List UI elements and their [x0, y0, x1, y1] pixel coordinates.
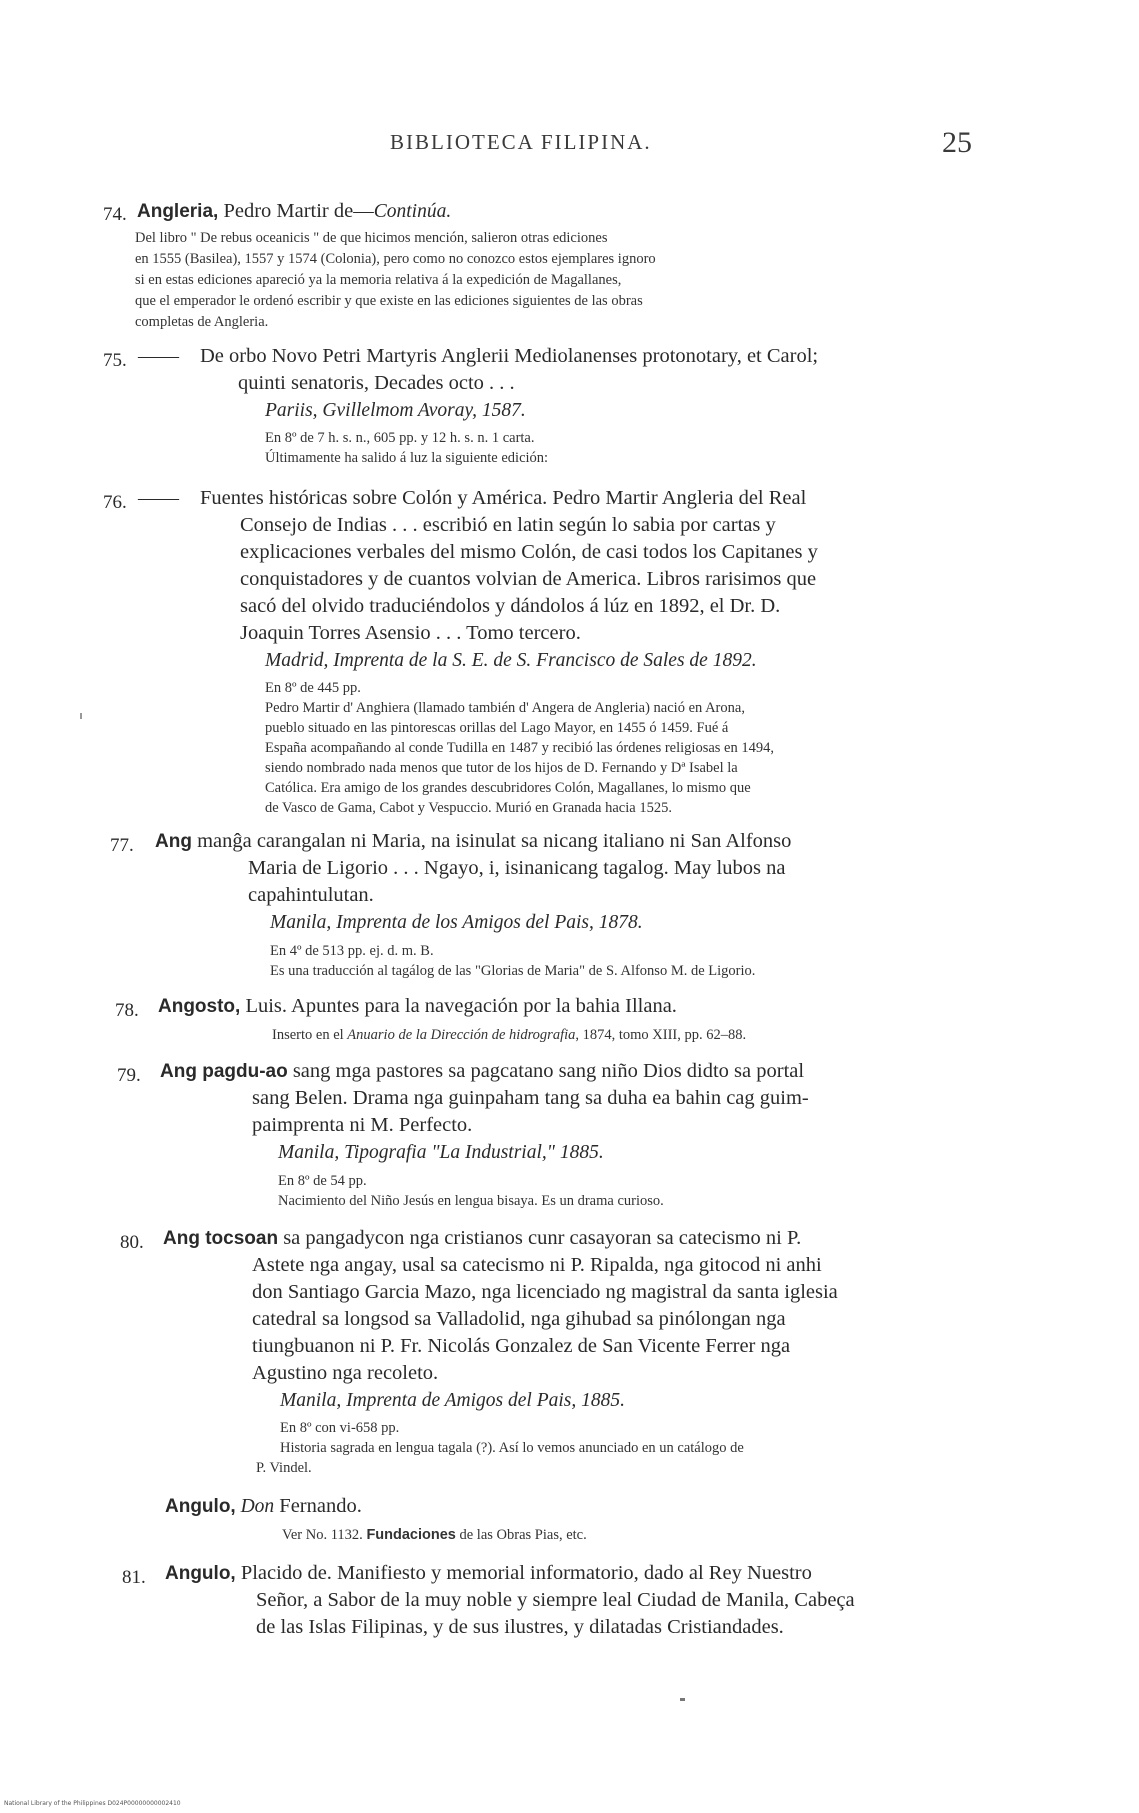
note-line: En 8º con vi-658 pp. — [280, 1420, 400, 1436]
entry-number: 75. — [103, 350, 127, 371]
author-rest: Fernando. — [274, 1495, 362, 1517]
author-name: Angulo, — [165, 1496, 236, 1517]
entry-number: 77. — [110, 835, 134, 856]
title-line: conquistadores y de cuantos volvian de America. Libros rarisimos que — [240, 568, 817, 590]
title-text: sang mga pastores sa pagcatano sang niño Dios didto sa portal — [287, 1060, 805, 1082]
title-line: Consejo de Indias . . . escribió en latin según lo sabia por cartas y — [240, 514, 776, 536]
title-line: paimprenta ni M. Perfecto. — [252, 1114, 473, 1136]
title-line — [158, 995, 677, 1018]
entry-number: 78. — [115, 1000, 139, 1021]
note-line: completas de Angleria. — [135, 314, 269, 330]
title-line: sang Belen. Drama nga guinpaham tang sa duha ea bahin cag guim- — [252, 1087, 809, 1109]
heading-word: Ang tocsoan — [163, 1228, 279, 1249]
title-line: de las Islas Filipinas, y de sus ilustres, y dilatadas Cristiandades. — [256, 1616, 784, 1638]
imprint: Manila, Tipografia "La Industrial," 1885. — [278, 1142, 604, 1163]
entry-number: 81. — [122, 1567, 146, 1588]
author-rest: Pedro Martir de— — [218, 200, 374, 222]
author-name: Angleria, — [137, 201, 219, 222]
entry-heading — [137, 200, 451, 223]
title-line — [165, 1562, 812, 1585]
note-line: En 8º de 7 h. s. n., 605 pp. y 12 h. s. n. 1 carta. — [265, 430, 535, 446]
title-line: don Santiago Garcia Mazo, nga licenciado ng magistral da santa iglesia — [252, 1281, 838, 1303]
title-line: tiungbuanon ni P. Fr. Nicolás Gonzalez de San Vicente Ferrer nga — [252, 1335, 791, 1357]
title-line: Señor, a Sabor de la muy noble y siempre leal Ciudad de Manila, Cabeça — [256, 1589, 855, 1611]
title-line: Maria de Ligorio . . . Ngayo, i, isinanicang tagalog. May lubos na — [248, 857, 786, 879]
title-line: Astete nga angay, usal sa catecismo ni P. Ripalda, nga gitocod ni anhi — [252, 1254, 822, 1276]
page-number: 25 — [942, 126, 972, 159]
note-bold: Fundaciones — [366, 1527, 456, 1543]
note-line: Católica. Era amigo de los grandes descubridores Colón, Magallanes, lo mismo que — [265, 780, 751, 796]
title-line — [160, 1060, 804, 1083]
entry-number: 79. — [117, 1065, 141, 1086]
ditto-dash: —— — [138, 487, 179, 509]
imprint: Madrid, Imprenta de la S. E. de S. Francisco de Sales de 1892. — [265, 650, 757, 671]
ditto-dash: —— — [138, 345, 179, 367]
scan-footer: National Library of the Philippines D024P00000000002410 — [4, 1800, 181, 1807]
note-line: En 8º de 54 pp. — [278, 1173, 367, 1189]
title-line — [165, 1495, 362, 1518]
note-line: pueblo situado en las pintorescas orillas del Lago Mayor, en 1455 ó 1459. Fué á — [265, 720, 729, 736]
entry-number: 74. — [103, 204, 127, 225]
author-name: Angosto, — [158, 996, 241, 1017]
note-line: Pedro Martir d' Anghiera (llamado también d' Angera de Angleria) nació en Arona, — [265, 700, 745, 716]
note-text: , 1874, tomo XIII, pp. 62–88. — [575, 1027, 747, 1043]
note-line: Últimamente ha salido á luz la siguiente edición: — [265, 450, 549, 466]
heading-word: Ang pagdu-ao — [160, 1061, 288, 1082]
title-line: Joaquin Torres Asensio . . . Tomo tercero. — [240, 622, 581, 644]
margin-mark — [80, 713, 82, 719]
note-text: Ver No. 1132. — [282, 1527, 367, 1543]
title-text: sa pangadycon nga cristianos cunr casayoran sa catecismo ni P. — [278, 1227, 802, 1249]
note-italic: Anuario de la Dirección de hidrografia — [347, 1027, 576, 1043]
honorific: Don — [235, 1496, 275, 1517]
note-line — [282, 1527, 587, 1544]
title-line: catedral sa longsod sa Valladolid, nga gihubad sa pinólongan nga — [252, 1308, 786, 1330]
title-text: Luis. Apuntes para la navegación por la bahia Illana. — [240, 995, 677, 1017]
entry-number: 80. — [120, 1232, 144, 1253]
title-line — [155, 830, 791, 853]
imprint: Manila, Imprenta de Amigos del Pais, 1885. — [280, 1390, 626, 1411]
printer-dot — [680, 1698, 685, 1701]
title-line: explicaciones verbales del mismo Colón, de casi todos los Capitanes y — [240, 541, 818, 563]
imprint: Manila, Imprenta de los Amigos del Pais, 1878. — [270, 912, 643, 933]
note-line: P. Vindel. — [256, 1460, 312, 1476]
note-line: que el emperador le ordenó escribir y que existe en las ediciones siguientes de las obras — [135, 293, 643, 309]
note-line: Es una traducción al tagálog de las "Glorias de Maria" de S. Alfonso M. de Ligorio. — [270, 963, 756, 979]
note-line: si en estas ediciones apareció ya la memoria relativa á la expedición de Magallanes, — [135, 272, 622, 288]
note-line: siendo nombrado nada menos que tutor de los hijos de D. Fernando y Dª Isabel la — [265, 760, 738, 776]
heading-word: Ang — [155, 831, 192, 852]
title-line — [163, 1227, 801, 1250]
note-text: Inserto en el — [272, 1027, 348, 1043]
note-line: Del libro " De rebus oceanicis " de que hicimos mención, salieron otras ediciones — [135, 230, 608, 246]
note-line: Historia sagrada en lengua tagala (?). Así lo vemos anunciado en un catálogo de — [280, 1440, 744, 1456]
note-line: En 4º de 513 pp. ej. d. m. B. — [270, 943, 434, 959]
title-line: capahintulutan. — [248, 884, 374, 906]
note-line: en 1555 (Basilea), 1557 y 1574 (Colonia), pero como no conozco estos ejemplares ignoro — [135, 251, 656, 267]
title-text: Placido de. Manifiesto y memorial informatorio, dado al Rey Nuestro — [235, 1562, 812, 1584]
note-line: España acompañando al conde Tudilla en 1487 y recibió las órdenes religiosas en 1494, — [265, 740, 774, 756]
title-text: manĝa carangalan ni Maria, na isinulat sa nicang italiano ni San Alfonso — [191, 830, 792, 852]
note-line — [272, 1027, 746, 1044]
note-line: En 8º de 445 pp. — [265, 680, 361, 696]
running-head: BIBLIOTECA FILIPINA. — [390, 130, 652, 154]
title-line: quinti senatoris, Decades octo . . . — [238, 372, 515, 394]
note-line: de Vasco de Gama, Cabot y Vespuccio. Murió en Granada hacia 1525. — [265, 800, 672, 816]
title-line: De orbo Novo Petri Martyris Anglerii Mediolanenses protonotary, et Carol; — [200, 345, 819, 367]
entry-number: 76. — [103, 492, 127, 513]
note-line: Nacimiento del Niño Jesús en lengua bisaya. Es un drama curioso. — [278, 1193, 664, 1209]
title-line: sacó del olvido traduciéndolos y dándolos á lúz en 1892, el Dr. D. — [240, 595, 781, 617]
note-text: de las Obras Pias, etc. — [455, 1527, 587, 1543]
title-line: Agustino nga recoleto. — [252, 1362, 439, 1384]
imprint: Pariis, Gvillelmom Avoray, 1587. — [265, 400, 526, 421]
author-name: Angulo, — [165, 1563, 236, 1584]
title-line: Fuentes históricas sobre Colón y América. Pedro Martir Angleria del Real — [200, 487, 807, 509]
continuation-label: Continúa. — [373, 201, 452, 222]
